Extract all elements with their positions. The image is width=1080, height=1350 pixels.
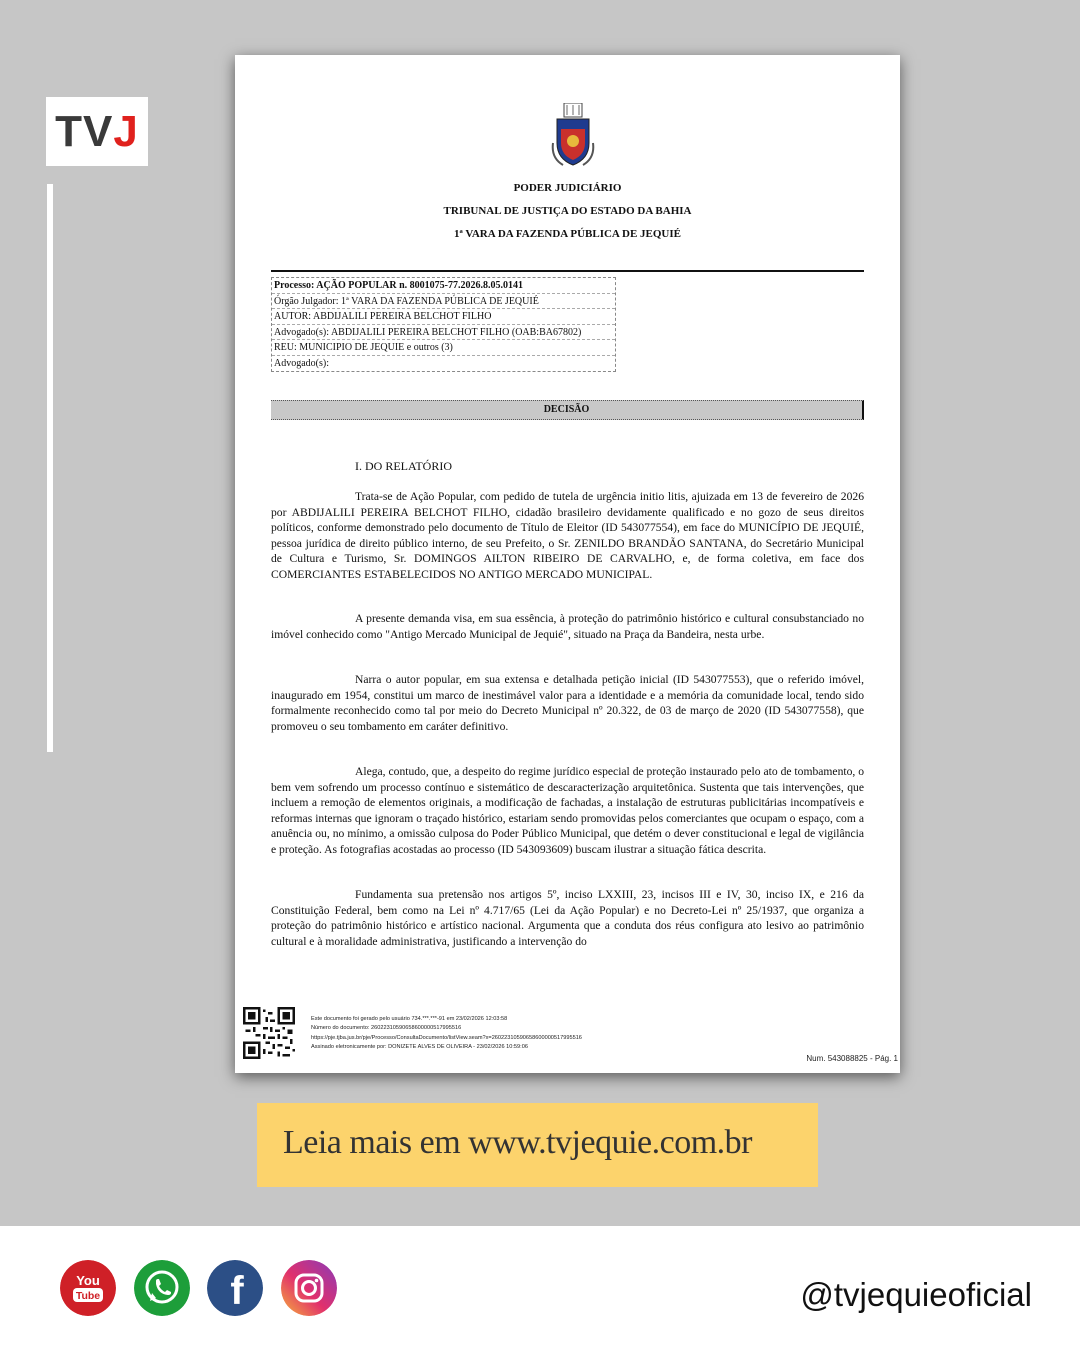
whatsapp-icon[interactable]: [134, 1260, 190, 1316]
court-document-page: [235, 55, 900, 1073]
footer-line: Este documento foi gerado pelo usuário 734.***.***-91 em 23/02/2026 12:03:58: [311, 1016, 508, 1022]
plaintiff: AUTOR: ABDIJALILI PEREIRA BELCHOT FILHO: [272, 309, 615, 325]
social-handle[interactable]: @tvjequieoficial: [800, 1276, 1032, 1313]
body-paragraph: Narra o autor popular, em sua extensa e detalhada petição inicial (ID 543077553), que o referido imóvel, inaugurado em 1954, constitui um marco de inestimável valor para a identidade e a memória da comunidade local, tendo sido formalmente reconhecido como tal por meio do Decreto Municipal nº 20.322, de 03 de março de 2020 (ID 543077558), que promoveu o seu tombamento em caráter definitivo.: [271, 673, 864, 733]
decision-title: DECISÃO: [271, 400, 864, 420]
footer-line: Assinado eletronicamente por: DONIZETE ALVES DE OLIVEIRA - 23/02/2026 10:59:06: [311, 1044, 528, 1051]
facebook-letter: f: [230, 1269, 244, 1313]
header-divider: [271, 270, 864, 272]
footer-line: https://pje.tjba.jus.br/pje/Processo/ConsultaDocumento/listView.seam?x=26022310590658600000517995516: [311, 1034, 582, 1041]
facebook-icon[interactable]: [207, 1260, 263, 1316]
doc-header-line: PODER JUDICIÁRIO: [513, 182, 622, 194]
defendant: REU: MUNICIPIO DE JEQUIE e outros (3): [272, 340, 615, 356]
process-number: Processo: AÇÃO POPULAR n. 8001075-77.2026.8.05.0141: [272, 278, 615, 294]
judging-body: Órgão Julgador: 1ª VARA DA FAZENDA PÚBLICA DE JEQUIÉ: [272, 294, 615, 310]
footer-line: Número do documento: 26022310590658600000517995516: [311, 1025, 462, 1032]
page-number: Num. 543088825 - Pág. 1: [806, 1054, 898, 1063]
youtube-label-you: You: [76, 1273, 100, 1288]
youtube-icon[interactable]: [60, 1260, 116, 1316]
body-paragraph: A presente demanda visa, em sua essência, à proteção do patrimônio histórico e cultural consubstanciado no imóvel conhecido como "Antigo Mercado Municipal de Jequié", situado na Praça da Bandeira, nesta urbe.: [271, 612, 864, 641]
social-footer: [0, 1226, 1080, 1350]
body-paragraph: Alega, contudo, que, a despeito do regime jurídico especial de proteção instaurado pelo ato de tombamento, o bem vem sofrendo um processo contínuo e sistemático de descaracterização arquitetônica. Sustenta que tais intervenções, que incluem a remoção de elementos originais, a modificação de fachadas, a instalação de estruturas publicitárias incompatíveis e reformas internas que ignoram o traçado histórico, estariam sendo promovidas pelos comerciantes que ocupam o espaço, com a anuência ou, no mínimo, a omissão culposa do Poder Público Municipal, que detém o dever constitucional e legal de vigilância e proteção. As fotografias acostadas ao processo (ID 543093609) buscam ilustrar a situação fática descrita.: [271, 765, 864, 856]
tvj-logo: [46, 97, 148, 166]
doc-header-line: 1ª VARA DA FAZENDA PÚBLICA DE JEQUIÉ: [453, 228, 681, 240]
section-title: I. DO RELATÓRIO: [355, 459, 452, 473]
body-paragraph: Trata-se de Ação Popular, com pedido de tutela de urgência initio litis, ajuizada em 13 de fevereiro de 2026 por ABDIJALILI PEREIRA BELCHOT FILHO, cidadão brasileiro devidamente qualificado e no gozo de seus direitos políticos, conforme demonstrado pelo documento de Título de Eleitor (ID 543077554), em face do MUNICÍPIO DE JEQUIÉ, pessoa jurídica de direito público interno, de seu Prefeito, o Sr. ZENILDO BRANDÃO SANTANA, do Secretário Municipal de Cultura e Turismo, Sr. DOMINGOS AILTON RIBEIRO DE CARVALHO, e, de forma coletiva, em face dos COMERCIANTES ESTABELECIDOS NO ANTIGO MERCADO MUNICIPAL.: [271, 490, 864, 581]
plaintiff-lawyer: Advogado(s): ABDIJALILI PEREIRA BELCHOT FILHO (OAB:BA67802): [272, 325, 615, 341]
doc-header-line: TRIBUNAL DE JUSTIÇA DO ESTADO DA BAHIA: [443, 205, 692, 217]
instagram-icon[interactable]: [281, 1260, 337, 1316]
document-footer: [311, 1015, 582, 1053]
qr-code-icon: [243, 1007, 295, 1059]
defendant-lawyer: Advogado(s):: [274, 357, 329, 369]
bahia-coat-of-arms-icon: [551, 103, 595, 169]
youtube-label-tube: Tube: [75, 1290, 101, 1302]
read-more-banner[interactable]: Leia mais em www.tvjequie.com.br: [257, 1103, 818, 1187]
body-paragraph: Fundamenta sua pretensão nos artigos 5º, inciso LXXIII, 23, incisos III e IV, 30, inciso IX, e 216 da Constituição Federal, bem como na Lei nº 4.717/65 (Lei da Ação Popular) e no Decreto-Lei nº 25/1937, que organiza a proteção do patrimônio histórico e artístico nacional. Argumenta que a conduta dos réus configura ato lesivo ao patrimônio cultural e à moralidade administrativa, justificando a intervenção do: [271, 888, 864, 948]
logo-j-text: J: [113, 106, 139, 156]
logo-tv-text: TV: [55, 106, 114, 156]
decorative-side-bar: [47, 184, 53, 752]
process-info-box: [271, 277, 616, 372]
